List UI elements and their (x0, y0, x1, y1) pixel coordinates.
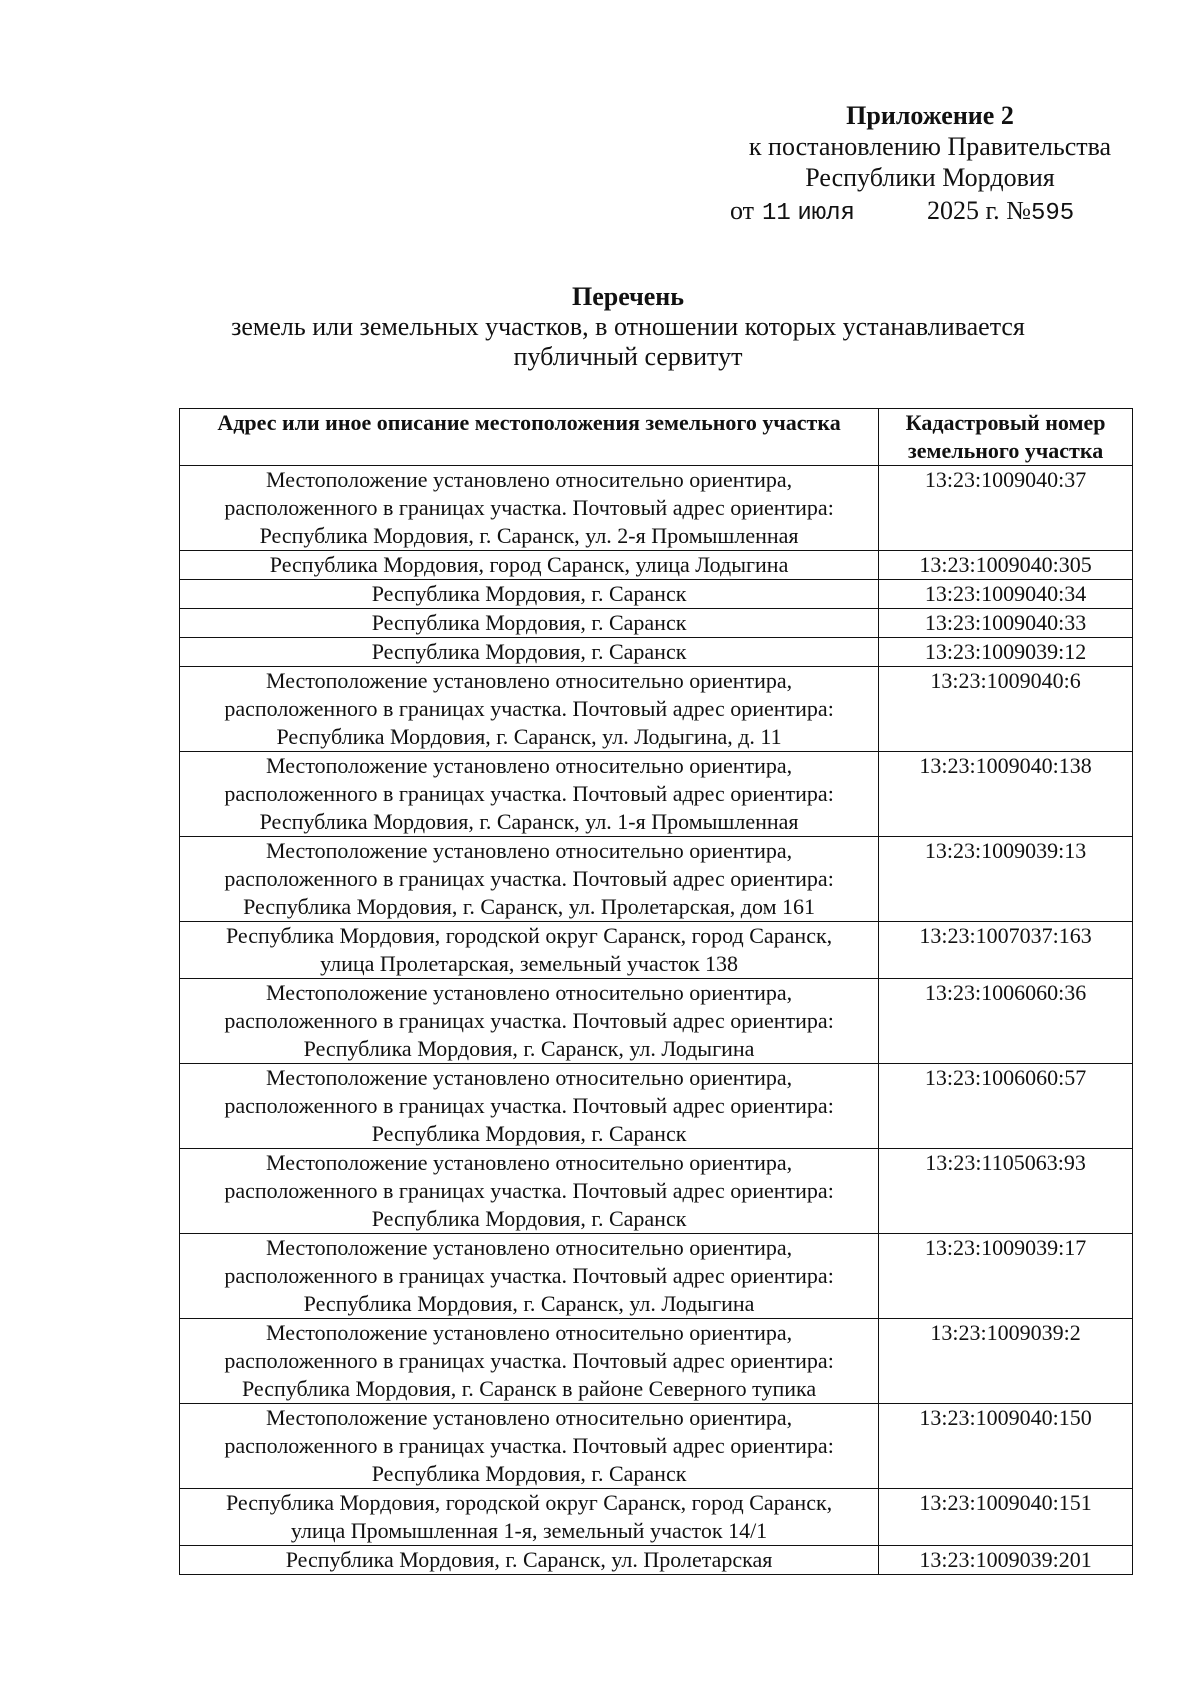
table-row (180, 1149, 1133, 1234)
cadastral-number-cell: 13:23:1009039:12 (879, 638, 1133, 667)
heading-title: Перечень (571, 282, 685, 311)
address-line: Республика Мордовия, город Саранск, улица Лодыгина (269, 552, 789, 577)
appendix-date-line (730, 195, 1130, 229)
appendix-line-2: Республики Мордовия (805, 163, 1055, 192)
address-cell (180, 609, 879, 638)
date-year: 2025 г. (926, 196, 1000, 225)
address-line: Республика Мордовия, городской округ Саранск, город Саранск, (225, 923, 833, 948)
cadastral-number-cell: 13:23:1009039:17 (879, 1234, 1133, 1319)
table-row (180, 1234, 1133, 1319)
address-line: Местоположение установлено относительно ориентира, (265, 1150, 793, 1175)
table-row (180, 1404, 1133, 1489)
address-line: расположенного в границах участка. Почтовый адрес ориентира: (224, 495, 834, 520)
address-line: расположенного в границах участка. Почтовый адрес ориентира: (224, 866, 834, 891)
land-plots-table (179, 408, 1133, 1575)
address-line: Республика Мордовия, г. Саранск, ул. 1-я Промышленная (259, 809, 799, 834)
cadastral-number-cell: 13:23:1009039:13 (879, 837, 1133, 922)
address-line: Местоположение установлено относительно ориентира, (265, 467, 793, 492)
address-cell (180, 1319, 879, 1404)
cadastral-number-cell: 13:23:1009040:150 (879, 1404, 1133, 1489)
table-body (180, 466, 1133, 1575)
address-line: Республика Мордовия, г. Саранск (371, 610, 687, 635)
address-line: Местоположение установлено относительно ориентира, (265, 838, 793, 863)
address-cell (180, 752, 879, 837)
cadastral-number-cell: 13:23:1009040:37 (879, 466, 1133, 551)
table-row (180, 580, 1133, 609)
cadastral-number-cell: 13:23:1009040:34 (879, 580, 1133, 609)
address-line: Местоположение установлено относительно ориентира, (265, 1235, 793, 1260)
cadastral-number-cell: 13:23:1009040:6 (879, 667, 1133, 752)
address-line: Местоположение установлено относительно ориентира, (265, 753, 793, 778)
address-line: Местоположение установлено относительно ориентира, (265, 1405, 793, 1430)
address-cell (180, 667, 879, 752)
address-line: Местоположение установлено относительно ориентира, (265, 668, 793, 693)
address-cell (180, 1234, 879, 1319)
address-line: расположенного в границах участка. Почтовый адрес ориентира: (224, 1433, 834, 1458)
cadastral-number-cell: 13:23:1009040:138 (879, 752, 1133, 837)
address-cell (180, 1149, 879, 1234)
address-line: расположенного в границах участка. Почтовый адрес ориентира: (224, 1178, 834, 1203)
header-cadastral: Кадастровый номер земельного участка (879, 409, 1133, 466)
cadastral-number-cell: 13:23:1009039:201 (879, 1546, 1133, 1575)
address-line: Республика Мордовия, г. Саранск (371, 1206, 687, 1231)
address-line: расположенного в границах участка. Почтовый адрес ориентира: (224, 1008, 834, 1033)
appendix-block (730, 100, 1130, 229)
address-line: Местоположение установлено относительно ориентира, (265, 980, 793, 1005)
date-month: июля (797, 200, 855, 227)
address-line: расположенного в границах участка. Почтовый адрес ориентира: (224, 696, 834, 721)
table-row (180, 979, 1133, 1064)
cadastral-number-cell: 13:23:1009040:33 (879, 609, 1133, 638)
table-row (180, 837, 1133, 922)
address-line: Местоположение установлено относительно ориентира, (265, 1065, 793, 1090)
address-cell (180, 466, 879, 551)
address-line: расположенного в границах участка. Почтовый адрес ориентира: (224, 781, 834, 806)
address-cell (180, 1404, 879, 1489)
address-line: расположенного в границах участка. Почтовый адрес ориентира: (224, 1093, 834, 1118)
table-row (180, 551, 1133, 580)
address-cell (180, 638, 879, 667)
address-line: Республика Мордовия, г. Саранск (371, 639, 687, 664)
address-line: Республика Мордовия, г. Саранск, ул. Лодыгина (303, 1291, 755, 1316)
address-cell (180, 1546, 879, 1575)
cadastral-number-cell: 13:23:1009040:151 (879, 1489, 1133, 1546)
date-day: 11 (762, 200, 791, 227)
address-line: Местоположение установлено относительно ориентира, (265, 1320, 793, 1345)
address-cell (180, 837, 879, 922)
address-line: Республика Мордовия, г. Саранск, ул. Лодыгина (303, 1036, 755, 1061)
address-cell (180, 1489, 879, 1546)
address-line: Республика Мордовия, г. Саранск (371, 1121, 687, 1146)
cadastral-number-cell: 13:23:1105063:93 (879, 1149, 1133, 1234)
address-line: расположенного в границах участка. Почтовый адрес ориентира: (224, 1263, 834, 1288)
heading-subtitle-line-1: земель или земельных участков, в отношении которых устанавливается (231, 312, 1025, 341)
table-row (180, 466, 1133, 551)
appendix-title: Приложение 2 (846, 101, 1014, 130)
address-cell (180, 580, 879, 609)
table-row (180, 1546, 1133, 1575)
address-line: улица Пролетарская, земельный участок 138 (320, 951, 739, 976)
table-row (180, 1064, 1133, 1149)
cadastral-number-cell: 13:23:1009039:2 (879, 1319, 1133, 1404)
address-line: Республика Мордовия, г. Саранск, ул. Лодыгина, д. 11 (276, 724, 782, 749)
address-line: улица Промышленная 1-я, земельный участок 14/1 (290, 1518, 768, 1543)
address-line: Республика Мордовия, г. Саранск (371, 1461, 687, 1486)
address-cell (180, 922, 879, 979)
heading-subtitle-line-2: публичный сервитут (513, 342, 743, 371)
cadastral-number-cell: 13:23:1007037:163 (879, 922, 1133, 979)
number-sign: № (1006, 196, 1031, 225)
table-row (180, 1319, 1133, 1404)
address-line: Республика Мордовия, г. Саранск в районе Северного тупика (241, 1376, 817, 1401)
address-line: расположенного в границах участка. Почтовый адрес ориентира: (224, 1348, 834, 1373)
document-number: 595 (1031, 200, 1075, 227)
header-address: Адрес или иное описание местоположения земельного участка (180, 409, 879, 466)
list-heading (0, 282, 1200, 372)
table-row (180, 1489, 1133, 1546)
table-row (180, 638, 1133, 667)
cadastral-number-cell: 13:23:1009040:305 (879, 551, 1133, 580)
cadastral-number-cell: 13:23:1006060:57 (879, 1064, 1133, 1149)
address-cell (180, 1064, 879, 1149)
table-row (180, 667, 1133, 752)
address-line: Республика Мордовия, г. Саранск, ул. Пролетарская, дом 161 (243, 894, 816, 919)
address-line: Республика Мордовия, г. Саранск (371, 581, 687, 606)
table-row (180, 922, 1133, 979)
address-line: Республика Мордовия, городской округ Саранск, город Саранск, (225, 1490, 833, 1515)
table-row (180, 752, 1133, 837)
address-line: Республика Мордовия, г. Саранск, ул. 2-я Промышленная (259, 523, 799, 548)
cadastral-number-cell: 13:23:1006060:36 (879, 979, 1133, 1064)
table-row (180, 609, 1133, 638)
table-header-row (180, 409, 1133, 466)
date-prefix: от (730, 196, 755, 225)
appendix-line-1: к постановлению Правительства (748, 132, 1112, 161)
address-cell (180, 551, 879, 580)
address-cell (180, 979, 879, 1064)
address-line: Республика Мордовия, г. Саранск, ул. Пролетарская (285, 1547, 773, 1572)
